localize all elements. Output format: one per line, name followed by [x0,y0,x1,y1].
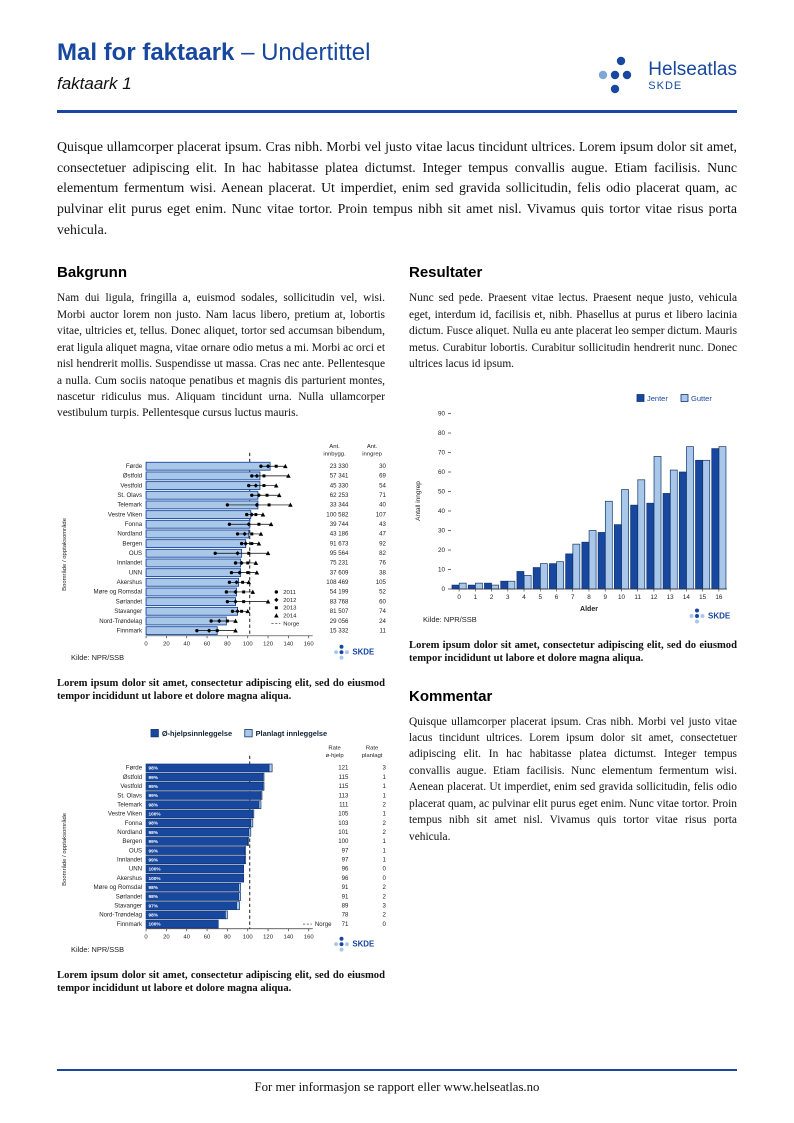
svg-text:11: 11 [634,593,641,601]
svg-text:54: 54 [379,482,386,490]
svg-text:91: 91 [341,893,349,901]
svg-text:1: 1 [382,782,386,790]
svg-text:98%: 98% [148,895,158,901]
svg-text:103: 103 [338,819,349,827]
header [57,40,737,98]
svg-text:Vestfold: Vestfold [120,482,143,490]
svg-text:38: 38 [379,569,386,577]
svg-text:30: 30 [379,462,386,470]
svg-text:82: 82 [379,549,386,557]
svg-text:Ant.: Ant. [366,443,378,450]
svg-text:ø-hjelp: ø-hjelp [325,753,344,760]
svg-text:10: 10 [437,566,445,574]
svg-text:9: 9 [603,593,607,601]
title-main: Mal for faktaark [57,39,235,66]
svg-text:Østfold: Østfold [122,472,143,480]
svg-text:SKDE: SKDE [352,939,375,949]
svg-text:50: 50 [437,488,445,496]
svg-text:Alder: Alder [580,605,598,613]
svg-text:4: 4 [522,593,526,601]
chart-admission-type [57,726,385,957]
chart1-caption: Lorem ipsum dolor sit amet, consectetur adipiscing elit, sed do eiusmod tempor incididunt ut labore et dolore magna aliqua. [57,677,385,703]
svg-text:105: 105 [375,578,386,586]
logo-text [648,60,737,92]
svg-text:Kilde: NPR/SSB: Kilde: NPR/SSB [423,614,477,624]
svg-text:76: 76 [379,559,386,567]
svg-text:99%: 99% [148,858,158,864]
svg-text:Telemark: Telemark [117,801,143,809]
svg-text:Vestfold: Vestfold [120,782,143,790]
svg-text:10: 10 [617,593,625,601]
svg-text:Kilde: NPR/SSB: Kilde: NPR/SSB [71,944,125,954]
svg-text:24: 24 [379,617,386,625]
svg-text:0: 0 [382,874,386,882]
svg-text:96: 96 [341,874,349,882]
svg-text:2014: 2014 [283,613,297,620]
svg-text:SKDE: SKDE [352,647,375,657]
svg-text:107: 107 [375,511,386,519]
chart3-caption: Lorem ipsum dolor sit amet, consectetur adipiscing elit, sed do eiusmod tempor incididunt ut labore et dolore magna aliqua. [57,969,385,995]
svg-text:1: 1 [382,847,386,855]
svg-text:Fonna: Fonna [124,819,143,827]
svg-text:45 330: 45 330 [329,482,349,490]
svg-text:Førde: Førde [125,764,143,772]
svg-text:Rate: Rate [328,745,341,752]
svg-text:111: 111 [339,801,349,809]
svg-text:3: 3 [506,593,510,601]
svg-text:Sørlandet: Sørlandet [115,893,143,901]
svg-text:0: 0 [144,641,148,648]
svg-text:100%: 100% [148,876,161,882]
chart2-caption: Lorem ipsum dolor sit amet, consectetur adipiscing elit, sed do eiusmod tempor incididunt ut labore et dolore magna aliqua. [409,639,737,665]
svg-text:Akershus: Akershus [116,578,143,586]
svg-text:115: 115 [338,773,349,781]
svg-text:2: 2 [382,911,386,919]
svg-text:37 609: 37 609 [329,569,349,577]
svg-text:0: 0 [382,865,386,873]
svg-text:99%: 99% [148,849,158,855]
svg-text:Ant.: Ant. [329,443,340,450]
svg-text:140: 140 [283,641,294,648]
svg-text:120: 120 [263,641,273,648]
svg-text:97: 97 [341,856,349,864]
chart-age-distribution [409,389,737,627]
svg-text:40: 40 [437,507,445,515]
svg-text:80: 80 [224,934,231,941]
svg-text:Boområde / opptaksområde: Boområde / opptaksområde [62,812,69,886]
svg-text:2: 2 [382,883,386,891]
heading-resultater: Resultater [409,264,483,282]
svg-text:1: 1 [382,810,386,818]
svg-text:Innlandet: Innlandet [116,856,143,864]
svg-text:90: 90 [437,410,445,418]
svg-text:96: 96 [341,865,349,873]
svg-text:Stavanger: Stavanger [114,607,143,615]
svg-text:Sørlandet: Sørlandet [115,598,143,606]
svg-text:Stavanger: Stavanger [114,902,143,910]
svg-text:0: 0 [457,593,461,601]
admission-type-chart [57,726,397,957]
svg-text:100: 100 [242,934,253,941]
sheet-label: faktaark 1 [57,74,132,94]
svg-text:91: 91 [341,883,349,891]
svg-text:95 564: 95 564 [329,549,349,557]
svg-text:Boområde / opptaksområde: Boområde / opptaksområde [62,517,69,591]
svg-text:2: 2 [382,819,386,827]
svg-text:100%: 100% [148,812,161,818]
logo-org: SKDE [648,79,683,92]
svg-text:Førde: Førde [125,462,143,470]
footer-text: For mer informasjon se rapport eller www.helseatlas.no [254,1080,540,1094]
svg-text:30: 30 [437,527,445,535]
svg-text:OUS: OUS [128,847,143,855]
svg-text:15 332: 15 332 [329,627,349,635]
svg-text:Kilde: NPR/SSB: Kilde: NPR/SSB [71,652,125,662]
heading-kommentar: Kommentar [409,687,493,705]
svg-text:Innlandet: Innlandet [116,559,143,567]
svg-text:69: 69 [379,472,386,480]
svg-text:115: 115 [338,782,349,790]
resultater-text: Nunc sed pede. Praesent vitae lectus. Praesent neque justo, vehicula eget, interdum id, facilisis et, nibh. Phasellus at purus et libero lacinia dictum. Fusce aliquet. Nulla eu ante placerat leo semper dictum. Mauris metus. Curabitur lobortis. Curabitur sollicitudin hendrerit nunc. Donec ultrices lacus id ipsum. [409,292,738,371]
svg-text:15: 15 [699,593,707,601]
svg-text:1: 1 [382,856,386,864]
svg-text:1: 1 [382,773,386,781]
svg-text:99%: 99% [148,839,158,845]
svg-text:Møre og Romsdal: Møre og Romsdal [93,588,143,596]
svg-text:Akershus: Akershus [116,874,143,882]
svg-text:UNN: UNN [128,865,143,873]
svg-text:92: 92 [379,540,386,548]
svg-text:71: 71 [341,920,349,928]
svg-text:57 341: 57 341 [329,472,349,480]
svg-text:40: 40 [183,641,191,648]
svg-text:101: 101 [338,828,349,836]
svg-text:89: 89 [341,902,349,910]
svg-text:74: 74 [379,607,386,615]
svg-text:20: 20 [163,934,170,941]
svg-text:Nordland: Nordland [117,828,143,836]
svg-text:23 330: 23 330 [329,462,349,470]
svg-text:16: 16 [715,593,723,601]
svg-text:29 056: 29 056 [329,617,349,625]
svg-text:Nord-Trøndelag: Nord-Trøndelag [99,617,143,625]
svg-text:Gutter: Gutter [691,393,712,403]
logo-brand: Helseatlas [648,59,737,81]
svg-text:60: 60 [203,934,211,941]
svg-text:OUS: OUS [128,549,143,557]
svg-text:99%: 99% [148,775,158,781]
svg-text:Vestre Viken: Vestre Viken [107,810,143,818]
svg-text:Antall inngrep: Antall inngrep [415,480,422,521]
svg-text:Ø-hjelpsinnleggelse: Ø-hjelpsinnleggelse [161,728,233,738]
svg-text:98%: 98% [148,821,158,827]
svg-text:100: 100 [338,838,349,846]
svg-text:2012: 2012 [283,597,297,604]
svg-text:1: 1 [473,593,478,601]
svg-text:2011: 2011 [283,589,296,596]
svg-text:inngrep: inngrep [362,451,382,458]
svg-text:Norge: Norge [314,920,332,928]
svg-text:Bergen: Bergen [122,540,143,548]
svg-text:14: 14 [682,593,690,601]
svg-text:108 469: 108 469 [326,578,349,586]
svg-text:52: 52 [379,588,386,596]
svg-text:105: 105 [338,810,349,818]
svg-text:80: 80 [437,429,445,437]
svg-text:6: 6 [554,593,559,601]
bakgrunn-text: Nam dui ligula, fringilla a, euismod sodales, sollicitudin vel, wisi. Morbi auctor lorem non justo. Nam lacus libero, pretium at, lobortis vitae, ultricies et, tellus. Donec aliquet, tortor sed accumsan bibendum, erat ligula aliquet magna, vitae ornare odio metus a mi. Morbi ac orci et nisl hendrerit mollis. Suspendisse ut massa. Cras nec ante. Pellentesque a nulla. Cum sociis natoque penatibus et magnis dis parturient montes, nascetur ridiculus mus. Aliquam tincidunt urna. Nulla ullamcorper vestibulum turpis. Pellentesque cursus luctus mauris. [57,292,385,420]
svg-text:98%: 98% [148,913,158,919]
svg-text:Finnmark: Finnmark [116,627,143,635]
svg-text:83 768: 83 768 [329,598,349,606]
svg-text:Østfold: Østfold [122,773,143,781]
svg-text:2: 2 [489,593,494,601]
svg-text:Bergen: Bergen [122,838,143,846]
svg-text:Nordland: Nordland [117,530,143,538]
svg-text:St. Olavs: St. Olavs [117,491,143,499]
svg-text:91 673: 91 673 [329,540,349,548]
svg-text:70: 70 [437,449,445,457]
svg-text:75 231: 75 231 [329,559,349,567]
header-titles [57,40,370,94]
svg-text:40: 40 [183,934,191,941]
svg-text:3: 3 [382,902,386,910]
heading-bakgrunn: Bakgrunn [57,264,128,282]
svg-text:98%: 98% [148,885,158,891]
svg-text:140: 140 [283,934,294,941]
svg-text:43: 43 [379,520,386,528]
svg-text:8: 8 [587,593,591,601]
svg-text:Nord-Trøndelag: Nord-Trøndelag [99,911,143,919]
svg-text:80: 80 [224,641,231,648]
svg-text:160: 160 [303,934,314,941]
left-column [57,264,385,1006]
chart-rate-by-region [57,438,385,665]
svg-text:20: 20 [163,641,170,648]
svg-text:0: 0 [382,920,386,928]
helseatlas-dots-icon [594,54,640,98]
svg-text:60: 60 [379,598,386,606]
svg-text:St. Olavs: St. Olavs [117,792,143,800]
svg-text:2013: 2013 [283,605,297,612]
svg-text:Vestre Viken: Vestre Viken [107,511,143,519]
rate-by-region-chart [57,438,397,665]
svg-text:3: 3 [382,764,386,772]
svg-text:2: 2 [382,828,386,836]
svg-text:7: 7 [570,593,575,601]
svg-text:60: 60 [437,468,445,476]
svg-text:99%: 99% [148,784,158,790]
svg-text:UNN: UNN [128,569,143,577]
svg-text:planlagt: planlagt [361,753,383,760]
svg-text:43 186: 43 186 [329,530,349,538]
svg-text:62 253: 62 253 [329,491,349,499]
age-distribution-chart [409,389,739,627]
svg-text:39 744: 39 744 [329,520,349,528]
svg-text:Rate: Rate [365,745,379,752]
header-rule [57,110,737,113]
svg-text:100: 100 [242,641,253,648]
svg-text:Norge: Norge [283,621,300,628]
svg-text:12: 12 [650,593,658,601]
svg-text:SKDE: SKDE [708,611,731,621]
helseatlas-logo [594,54,737,98]
svg-text:100 582: 100 582 [326,511,349,519]
svg-text:20: 20 [437,546,445,554]
svg-text:13: 13 [666,593,674,601]
svg-text:78: 78 [341,911,349,919]
svg-text:100%: 100% [148,867,161,873]
footer [57,1069,737,1095]
svg-text:2: 2 [382,801,386,809]
svg-text:2: 2 [382,893,386,901]
svg-text:1: 1 [382,838,386,846]
svg-text:Møre og Romsdal: Møre og Romsdal [93,883,143,891]
svg-text:47: 47 [379,530,386,538]
svg-text:97%: 97% [148,904,158,910]
svg-text:98%: 98% [148,830,158,836]
svg-text:54 199: 54 199 [329,588,349,596]
intro-paragraph: Quisque ullamcorper placerat ipsum. Cras nibh. Morbi vel justo vitae lacus tincidunt ultrices. Lorem ipsum dolor sit amet, consectetuer adipiscing elit. In hac habitasse platea dictumst. Integer tempus convallis augue. Etiam facilisis. Nunc elementum fermentum wisi. Aenean placerat. Ut imperdiet, enim sed gravida sollicitudin, felis odio placerat quam, ac pulvinar elit purus eget enim. Nunc vitae tortor. Proin tempus nibh sit amet nisl. Vivamus quis tortor vitae risus porta vehicula. [57,139,737,237]
title-subtitle: – Undertittel [241,39,371,66]
svg-text:40: 40 [379,501,386,509]
svg-text:71: 71 [379,491,386,499]
svg-text:0: 0 [144,934,148,941]
svg-text:120: 120 [263,934,273,941]
right-column [409,264,737,1006]
svg-text:Planlagt innleggelse: Planlagt innleggelse [255,728,328,738]
svg-text:100%: 100% [148,922,161,928]
svg-text:97: 97 [341,847,349,855]
svg-text:99%: 99% [148,794,158,800]
svg-text:Finnmark: Finnmark [116,920,143,928]
svg-text:11: 11 [379,627,386,635]
svg-text:98%: 98% [148,803,158,809]
svg-text:innbygg.: innbygg. [323,451,346,458]
svg-text:Fonna: Fonna [124,520,143,528]
svg-text:98%: 98% [148,766,158,772]
svg-text:121: 121 [338,764,349,772]
kommentar-text: Quisque ullamcorper placerat ipsum. Cras nibh. Morbi vel justo vitae lacus tincidunt ultrices. Lorem ipsum dolor sit amet, consectetuer adipiscing elit. In hac habitasse platea dictumst. Integer tempus convallis augue. Etiam facilisis. Nunc elementum fermentum wisi. Aenean placerat. Ut imperdiet, enim sed gravida sollicitudin, felis odio placerat quam, ac pulvinar elit purus eget enim. Nunc vitae tortor. Proin tempus nibh sit amet nisl. Vivamus quis tortor vitae risus porta vehicula. [409,715,737,843]
svg-text:Jenter: Jenter [647,393,668,403]
svg-text:113: 113 [338,792,349,800]
svg-text:Telemark: Telemark [117,501,143,509]
svg-text:0: 0 [441,585,445,593]
svg-text:1: 1 [382,792,386,800]
svg-text:160: 160 [303,641,314,648]
svg-text:5: 5 [538,593,543,601]
svg-text:60: 60 [203,641,211,648]
page-title [57,40,370,66]
svg-text:81 507: 81 507 [329,607,349,615]
svg-text:33 344: 33 344 [329,501,349,509]
